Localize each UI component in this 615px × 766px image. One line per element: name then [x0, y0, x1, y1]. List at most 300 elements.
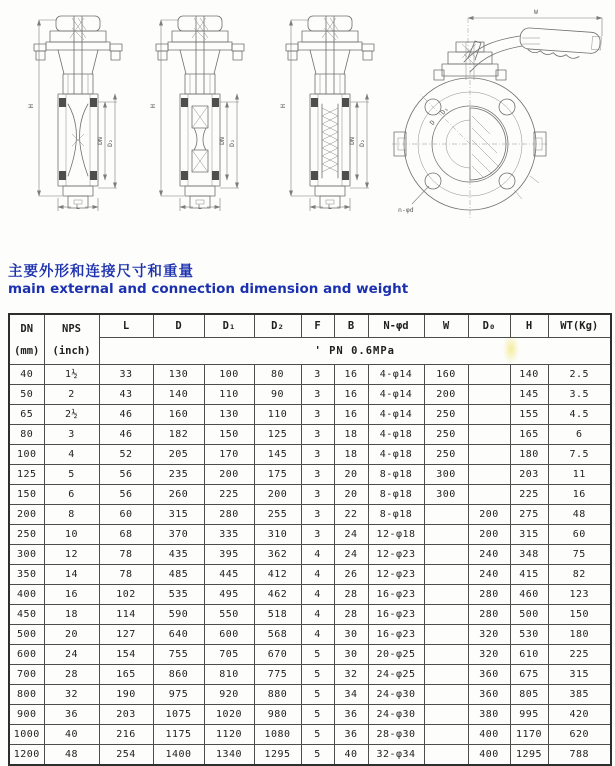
dim-label-L: L — [198, 203, 202, 211]
dim-label-DN: DN — [218, 137, 226, 145]
table-cell: 280 — [468, 585, 510, 605]
table-cell — [424, 525, 468, 545]
table-cell: 535 — [153, 585, 204, 605]
table-cell: 280 — [468, 605, 510, 625]
table-cell: 240 — [468, 565, 510, 585]
table-cell: 10 — [44, 525, 99, 545]
table-cell: 4-φ14 — [368, 365, 424, 385]
table-cell: 3 — [301, 365, 334, 385]
table-cell: 56 — [99, 465, 153, 485]
table-cell: 12 — [44, 545, 99, 565]
dim-label-DN: DN — [96, 137, 104, 145]
valve-front-view — [392, 8, 602, 220]
table-cell: 90 — [254, 385, 301, 405]
table-cell: 78 — [99, 565, 153, 585]
table-cell: 140 — [510, 365, 548, 385]
table-cell: 80 — [9, 425, 44, 445]
bolt-hole — [499, 173, 515, 189]
column-header: B — [334, 314, 368, 338]
table-cell: 140 — [153, 385, 204, 405]
table-cell: 3.5 — [548, 385, 611, 405]
table-cell: 24 — [334, 525, 368, 545]
table-cell: 40 — [334, 745, 368, 766]
table-cell: 5 — [44, 465, 99, 485]
table-cell: 16 — [334, 405, 368, 425]
table-cell: 20 — [334, 465, 368, 485]
table-cell: 320 — [468, 625, 510, 645]
disc-section-sleeve — [322, 104, 338, 178]
column-header: WT(Kg) — [548, 314, 611, 338]
table-cell: 16-φ23 — [368, 605, 424, 625]
dim-label-D1: D₁ — [438, 105, 451, 117]
table-cell: 200 — [468, 505, 510, 525]
dim-label-W: W — [534, 8, 538, 16]
table-cell: 200 — [9, 505, 44, 525]
table-cell — [424, 685, 468, 705]
page-title-zh: 主要外形和连接尺寸和重量 — [8, 264, 194, 280]
dim-label-H: H — [149, 104, 157, 108]
table-cell: 1295 — [510, 745, 548, 766]
table-cell: 670 — [254, 645, 301, 665]
table-cell — [424, 725, 468, 745]
table-cell — [468, 425, 510, 445]
table-cell: 350 — [9, 565, 44, 585]
table-cell: 920 — [204, 685, 254, 705]
nps-unit: (inch) — [52, 344, 91, 357]
title-block — [8, 264, 408, 297]
table-cell: 5 — [301, 725, 334, 745]
table-row — [9, 465, 611, 485]
table-cell: 125 — [9, 465, 44, 485]
table-cell: 250 — [424, 445, 468, 465]
column-header: F — [301, 314, 334, 338]
table-cell — [468, 405, 510, 425]
table-cell: 420 — [548, 705, 611, 725]
table-cell: 600 — [9, 645, 44, 665]
table-row — [9, 405, 611, 425]
table-cell: 8 — [44, 505, 99, 525]
column-header: D₂ — [254, 314, 301, 338]
column-header: D₁ — [204, 314, 254, 338]
table-row — [9, 605, 611, 625]
table-cell: 4 — [44, 445, 99, 465]
table-cell: 123 — [548, 585, 611, 605]
table-cell: 370 — [153, 525, 204, 545]
table-cell — [424, 505, 468, 525]
dim-label-n-phi-d: n-φd — [398, 206, 414, 214]
table-cell: 360 — [468, 685, 510, 705]
valve-section-view-3 — [279, 16, 374, 211]
technical-drawings — [0, 0, 615, 260]
table-cell: 880 — [254, 685, 301, 705]
bolt-hole — [499, 99, 515, 115]
table-cell: 4-φ18 — [368, 425, 424, 445]
table-row — [9, 725, 611, 745]
column-header: H — [510, 314, 548, 338]
table-cell: 4-φ18 — [368, 445, 424, 465]
table-cell: 385 — [548, 685, 611, 705]
table-cell: 203 — [510, 465, 548, 485]
table-cell: 5 — [301, 745, 334, 766]
table-cell: 16 — [44, 585, 99, 605]
table-row — [9, 645, 611, 665]
table-cell: 150 — [9, 485, 44, 505]
table-cell: 16-φ23 — [368, 625, 424, 645]
table-cell: 254 — [99, 745, 153, 766]
table-cell: 200 — [468, 525, 510, 545]
table-cell: 190 — [99, 685, 153, 705]
table-row — [9, 705, 611, 725]
table-cell: 165 — [99, 665, 153, 685]
table-cell: 160 — [424, 365, 468, 385]
table-cell: 75 — [548, 545, 611, 565]
table-cell: 205 — [153, 445, 204, 465]
column-header-nps — [44, 314, 99, 365]
table-cell: 12-φ18 — [368, 525, 424, 545]
table-cell: 380 — [468, 705, 510, 725]
table-row — [9, 505, 611, 525]
table-cell: 16 — [548, 485, 611, 505]
table-cell: 5 — [301, 685, 334, 705]
table-cell: 3 — [301, 465, 334, 485]
table-cell — [468, 445, 510, 465]
table-cell: 975 — [153, 685, 204, 705]
table-cell: 200 — [254, 485, 301, 505]
table-cell: 180 — [548, 625, 611, 645]
table-row — [9, 665, 611, 685]
table-cell: 4-φ14 — [368, 385, 424, 405]
table-cell: 800 — [9, 685, 44, 705]
table-row — [9, 445, 611, 465]
table-cell: 500 — [9, 625, 44, 645]
table-cell — [424, 645, 468, 665]
table-cell: 300 — [424, 465, 468, 485]
valve-body-front — [392, 50, 548, 220]
table-cell: 3 — [301, 485, 334, 505]
table-cell: 435 — [153, 545, 204, 565]
table-cell: 28 — [334, 585, 368, 605]
table-cell — [468, 465, 510, 485]
table-body — [9, 365, 611, 766]
table-cell — [468, 385, 510, 405]
table-cell: 30 — [334, 645, 368, 665]
table-cell: 2½ — [44, 405, 99, 425]
table-cell: 80 — [254, 365, 301, 385]
table-cell: 4 — [301, 565, 334, 585]
table-header-row — [9, 314, 611, 338]
table-cell: 315 — [153, 505, 204, 525]
table-cell: 400 — [9, 585, 44, 605]
table-cell: 4 — [301, 545, 334, 565]
table-cell: 150 — [204, 425, 254, 445]
table-row — [9, 485, 611, 505]
table-cell: 860 — [153, 665, 204, 685]
pressure-band-row — [9, 338, 611, 365]
table-cell: 240 — [468, 545, 510, 565]
table-cell: 4 — [301, 625, 334, 645]
dim-label-DN: DN — [348, 137, 356, 145]
table-cell: 36 — [334, 725, 368, 745]
table-cell: 225 — [548, 645, 611, 665]
table-cell: 755 — [153, 645, 204, 665]
table-cell: 20 — [334, 485, 368, 505]
table-cell: 775 — [254, 665, 301, 685]
table-cell: 24 — [334, 545, 368, 565]
table-cell: 805 — [510, 685, 548, 705]
table-cell: 620 — [548, 725, 611, 745]
table-cell: 450 — [9, 605, 44, 625]
table-cell: 495 — [204, 585, 254, 605]
table-cell: 530 — [510, 625, 548, 645]
table-cell: 1170 — [510, 725, 548, 745]
table-cell: 130 — [153, 365, 204, 385]
table-cell: 1075 — [153, 705, 204, 725]
table-cell: 22 — [334, 505, 368, 525]
table-row — [9, 565, 611, 585]
column-header: L — [99, 314, 153, 338]
table-cell: 310 — [254, 525, 301, 545]
table-cell: 150 — [548, 605, 611, 625]
table-cell — [424, 545, 468, 565]
table-cell: 335 — [204, 525, 254, 545]
table-cell: 68 — [99, 525, 153, 545]
table-cell: 300 — [9, 545, 44, 565]
nps-label: NPS — [62, 322, 81, 335]
bolt-hole — [425, 173, 441, 189]
table-cell: 48 — [44, 745, 99, 766]
table-cell: 2 — [44, 385, 99, 405]
table-cell: 320 — [468, 645, 510, 665]
table-cell: 28 — [44, 665, 99, 685]
table-cell: 7.5 — [548, 445, 611, 465]
table-cell: 3 — [44, 425, 99, 445]
table-cell: 200 — [424, 385, 468, 405]
table-cell: 46 — [99, 405, 153, 425]
table-cell: 3 — [301, 425, 334, 445]
table-cell: 980 — [254, 705, 301, 725]
table-cell: 60 — [548, 525, 611, 545]
table-cell: 127 — [99, 625, 153, 645]
table-cell: 518 — [254, 605, 301, 625]
table-cell: 225 — [204, 485, 254, 505]
table-cell: 3 — [301, 525, 334, 545]
table-cell — [424, 625, 468, 645]
table-row — [9, 385, 611, 405]
table-cell: 255 — [254, 505, 301, 525]
table-cell: 235 — [153, 465, 204, 485]
table-cell: 315 — [510, 525, 548, 545]
table-cell: 40 — [44, 725, 99, 745]
table-cell: 568 — [254, 625, 301, 645]
table-cell: 3 — [301, 445, 334, 465]
table-cell — [424, 705, 468, 725]
table-cell: 100 — [9, 445, 44, 465]
table-cell: 5 — [301, 665, 334, 685]
table-cell: 250 — [9, 525, 44, 545]
table-cell: 24 — [44, 645, 99, 665]
table-cell: 154 — [99, 645, 153, 665]
table-cell: 550 — [204, 605, 254, 625]
table-cell: 8-φ18 — [368, 485, 424, 505]
table-cell: 33 — [99, 365, 153, 385]
table-cell: 36 — [334, 705, 368, 725]
table-cell: 18 — [334, 445, 368, 465]
dn-label: DN — [20, 322, 34, 335]
table-cell: 16-φ23 — [368, 585, 424, 605]
table-cell: 260 — [153, 485, 204, 505]
table-cell: 82 — [548, 565, 611, 585]
table-cell: 460 — [510, 585, 548, 605]
table-cell: 34 — [334, 685, 368, 705]
table-cell: 810 — [204, 665, 254, 685]
table-cell: 788 — [548, 745, 611, 766]
table-cell: 110 — [204, 385, 254, 405]
table-cell: 610 — [510, 645, 548, 665]
table-cell: 700 — [9, 665, 44, 685]
page-title-en: main external and connection dimension and weight — [8, 281, 409, 297]
table-cell: 43 — [99, 385, 153, 405]
table-cell: 32 — [44, 685, 99, 705]
table-cell: 395 — [204, 545, 254, 565]
table-row — [9, 685, 611, 705]
table-cell: 3 — [301, 385, 334, 405]
table-cell: 348 — [510, 545, 548, 565]
table-cell: 16 — [334, 365, 368, 385]
table-cell: 1120 — [204, 725, 254, 745]
dimension-table — [8, 313, 612, 766]
table-cell: 165 — [510, 425, 548, 445]
table-cell — [424, 585, 468, 605]
table-cell: 600 — [204, 625, 254, 645]
table-cell: 1080 — [254, 725, 301, 745]
table-cell: 203 — [99, 705, 153, 725]
column-header: D — [153, 314, 204, 338]
table-cell: 415 — [510, 565, 548, 585]
dim-label-L: L — [76, 203, 80, 211]
dim-W — [468, 8, 602, 54]
table-cell: 1½ — [44, 365, 99, 385]
table-cell: 40 — [9, 365, 44, 385]
table-cell: 6 — [548, 425, 611, 445]
dim-label-D: D — [428, 118, 437, 127]
table-cell: 1020 — [204, 705, 254, 725]
pressure-rating: ' PN 0.6MPa — [99, 338, 611, 365]
table-cell: 12-φ23 — [368, 545, 424, 565]
table-cell: 590 — [153, 605, 204, 625]
table-cell: 20 — [44, 625, 99, 645]
table-cell: 300 — [424, 485, 468, 505]
dim-label-D2: D₂ — [358, 139, 366, 147]
valve-section-view-2 — [149, 16, 244, 211]
table-cell: 130 — [204, 405, 254, 425]
dim-label-H: H — [27, 104, 35, 108]
table-cell: 280 — [204, 505, 254, 525]
table-cell: 4-φ14 — [368, 405, 424, 425]
table-cell: 900 — [9, 705, 44, 725]
table-cell: 56 — [99, 485, 153, 505]
table-cell: 4.5 — [548, 405, 611, 425]
table-cell: 12-φ23 — [368, 565, 424, 585]
table-row — [9, 745, 611, 766]
dim-label-D2: D₂ — [228, 139, 236, 147]
table-cell: 8-φ18 — [368, 505, 424, 525]
table-cell: 250 — [424, 405, 468, 425]
table-cell: 78 — [99, 545, 153, 565]
table-cell — [424, 605, 468, 625]
table-cell: 8-φ18 — [368, 465, 424, 485]
table-cell: 200 — [204, 465, 254, 485]
table-cell: 16 — [334, 385, 368, 405]
dim-bolt-holes — [398, 186, 429, 214]
table-cell: 485 — [153, 565, 204, 585]
table-cell: 1175 — [153, 725, 204, 745]
dim-label-H: H — [279, 104, 287, 108]
table-cell: 145 — [254, 445, 301, 465]
table-cell: 180 — [510, 445, 548, 465]
table-cell: 155 — [510, 405, 548, 425]
table-cell: 182 — [153, 425, 204, 445]
table-cell: 2.5 — [548, 365, 611, 385]
table-cell: 250 — [424, 425, 468, 445]
table-cell: 462 — [254, 585, 301, 605]
dim-label-L: L — [328, 203, 332, 211]
valve-handle — [464, 27, 602, 72]
table-cell: 675 — [510, 665, 548, 685]
table-cell: 412 — [254, 565, 301, 585]
table-cell: 125 — [254, 425, 301, 445]
table-cell: 5 — [301, 645, 334, 665]
table-cell: 28 — [334, 605, 368, 625]
table-cell: 170 — [204, 445, 254, 465]
table-row — [9, 545, 611, 565]
table-cell: 32 — [334, 665, 368, 685]
table-cell: 275 — [510, 505, 548, 525]
table-cell: 100 — [204, 365, 254, 385]
column-header-dn — [9, 314, 44, 365]
table-row — [9, 365, 611, 385]
table-cell: 362 — [254, 545, 301, 565]
table-cell: 705 — [204, 645, 254, 665]
table-cell — [468, 365, 510, 385]
table-row — [9, 425, 611, 445]
column-header: D₀ — [468, 314, 510, 338]
table-cell: 315 — [548, 665, 611, 685]
table-cell: 3 — [301, 505, 334, 525]
table-cell: 110 — [254, 405, 301, 425]
dim-label-D2: D₂ — [106, 139, 114, 147]
disc-section-hourglass — [68, 104, 88, 176]
table-cell: 60 — [99, 505, 153, 525]
table-cell: 24-φ25 — [368, 665, 424, 685]
table-cell: 400 — [468, 725, 510, 745]
table-cell: 445 — [204, 565, 254, 585]
table-cell: 1340 — [204, 745, 254, 766]
table-cell — [424, 665, 468, 685]
table-cell: 6 — [44, 485, 99, 505]
table-cell: 160 — [153, 405, 204, 425]
table-cell: 400 — [468, 745, 510, 766]
table-cell: 4 — [301, 585, 334, 605]
table-cell: 26 — [334, 565, 368, 585]
table-row — [9, 585, 611, 605]
table-cell: 24-φ30 — [368, 685, 424, 705]
table-row — [9, 525, 611, 545]
table-cell: 225 — [510, 485, 548, 505]
table-cell: 360 — [468, 665, 510, 685]
table-cell: 32-φ34 — [368, 745, 424, 766]
table-cell: 3 — [301, 405, 334, 425]
table-cell — [468, 485, 510, 505]
